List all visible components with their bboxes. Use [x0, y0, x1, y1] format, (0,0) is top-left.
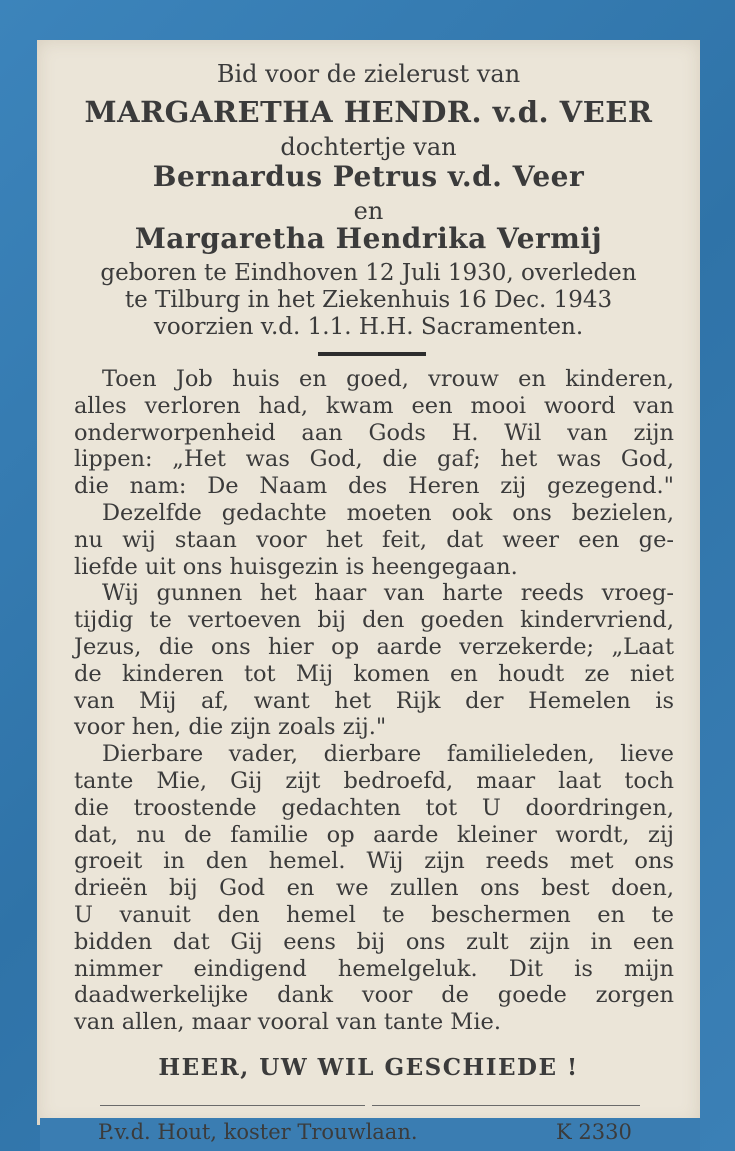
footer-rule-right	[372, 1105, 640, 1106]
divider-rule	[318, 352, 426, 356]
place-date-line: te Tilburg in het Ziekenhuis 16 Dec. 1943	[124, 287, 613, 313]
text-line: die nam: De Naam des Heren zij gezegend."	[74, 473, 674, 500]
text-line: groeit in den hemel. Wij zijn reeds met ons	[74, 848, 674, 875]
text-line: tante Mie, Gij zijt bedroefd, maar laat toch	[74, 767, 674, 794]
closing-prayer: HEER, UW WIL GESCHIEDE !	[158, 1054, 579, 1081]
text-line: nu wij staan voor het feit, dat weer een ge-	[74, 526, 674, 553]
text-line: dat, nu de familie op aarde kleiner wordt, zij	[74, 821, 674, 848]
text-line: lippen: „Het was God, die gaf; het was God,	[74, 446, 674, 473]
father-name: Bernardus Petrus v.d. Veer	[152, 160, 585, 193]
text-line: die troostende gedachten tot U doordringen,	[74, 794, 674, 821]
text-line: Toen Job huis en goed, vrouw en kinderen,	[102, 366, 674, 392]
text-line: Jezus, die ons hier op aarde verzekerde; „Laat	[74, 633, 674, 660]
text-line: van Mij af, want het Rijk der Hemelen is	[74, 687, 674, 714]
text-line: van allen, maar vooral van tante Mie.	[74, 1009, 502, 1036]
relation-line: dochtertje van	[280, 133, 457, 161]
text-line: tijdig te vertoeven bij den goeden kindervriend,	[74, 607, 674, 634]
text-line: bidden dat Gij eens bij ons zult zijn in een	[74, 928, 674, 955]
mother-name: Margaretha Hendrika Vermij	[134, 222, 603, 255]
text-line: voor hen, die zijn zoals zij."	[74, 714, 387, 741]
text-line: onderworpenheid aan Gods H. Wil van zijn	[74, 419, 674, 446]
text-line: nimmer eindigend hemelgeluk. Dit is mijn	[74, 955, 674, 982]
text-line: daadwerkelijke dank voor de goede zorgen	[74, 982, 674, 1009]
text-line: U vanuit den hemel te beschermen en te	[74, 901, 674, 928]
card-code: K 2330	[556, 1120, 632, 1144]
conjunction-line: en	[353, 197, 384, 225]
birth-death-line: geboren te Eindhoven 12 Juli 1930, overleden	[100, 260, 637, 286]
intro-line: Bid voor de zielerust van	[216, 60, 521, 88]
memorial-text	[74, 366, 674, 1036]
text-line: drieën bij God en we zullen ons best doen,	[74, 875, 674, 902]
footer-rule-left	[100, 1105, 365, 1106]
printer-imprint: P.v.d. Hout, koster Trouwlaan.	[98, 1120, 418, 1144]
text-line: alles verloren had, kwam een mooi woord van	[74, 392, 674, 419]
text-line: Dierbare vader, dierbare familieleden, lieve	[102, 741, 674, 768]
text-line: liefde uit ons huisgezin is heengegaan.	[74, 553, 518, 580]
text-line: Wij gunnen het haar van harte reeds vroeg-	[102, 580, 674, 607]
sacraments-line: voorzien v.d. 1.1. H.H. Sacramenten.	[153, 314, 584, 340]
text-line: Dezelfde gedachte moeten ook ons bezielen,	[102, 499, 674, 526]
text-line: de kinderen tot Mij komen en houdt ze niet	[74, 660, 674, 687]
deceased-name: MARGARETHA HENDR. v.d. VEER	[84, 95, 653, 129]
